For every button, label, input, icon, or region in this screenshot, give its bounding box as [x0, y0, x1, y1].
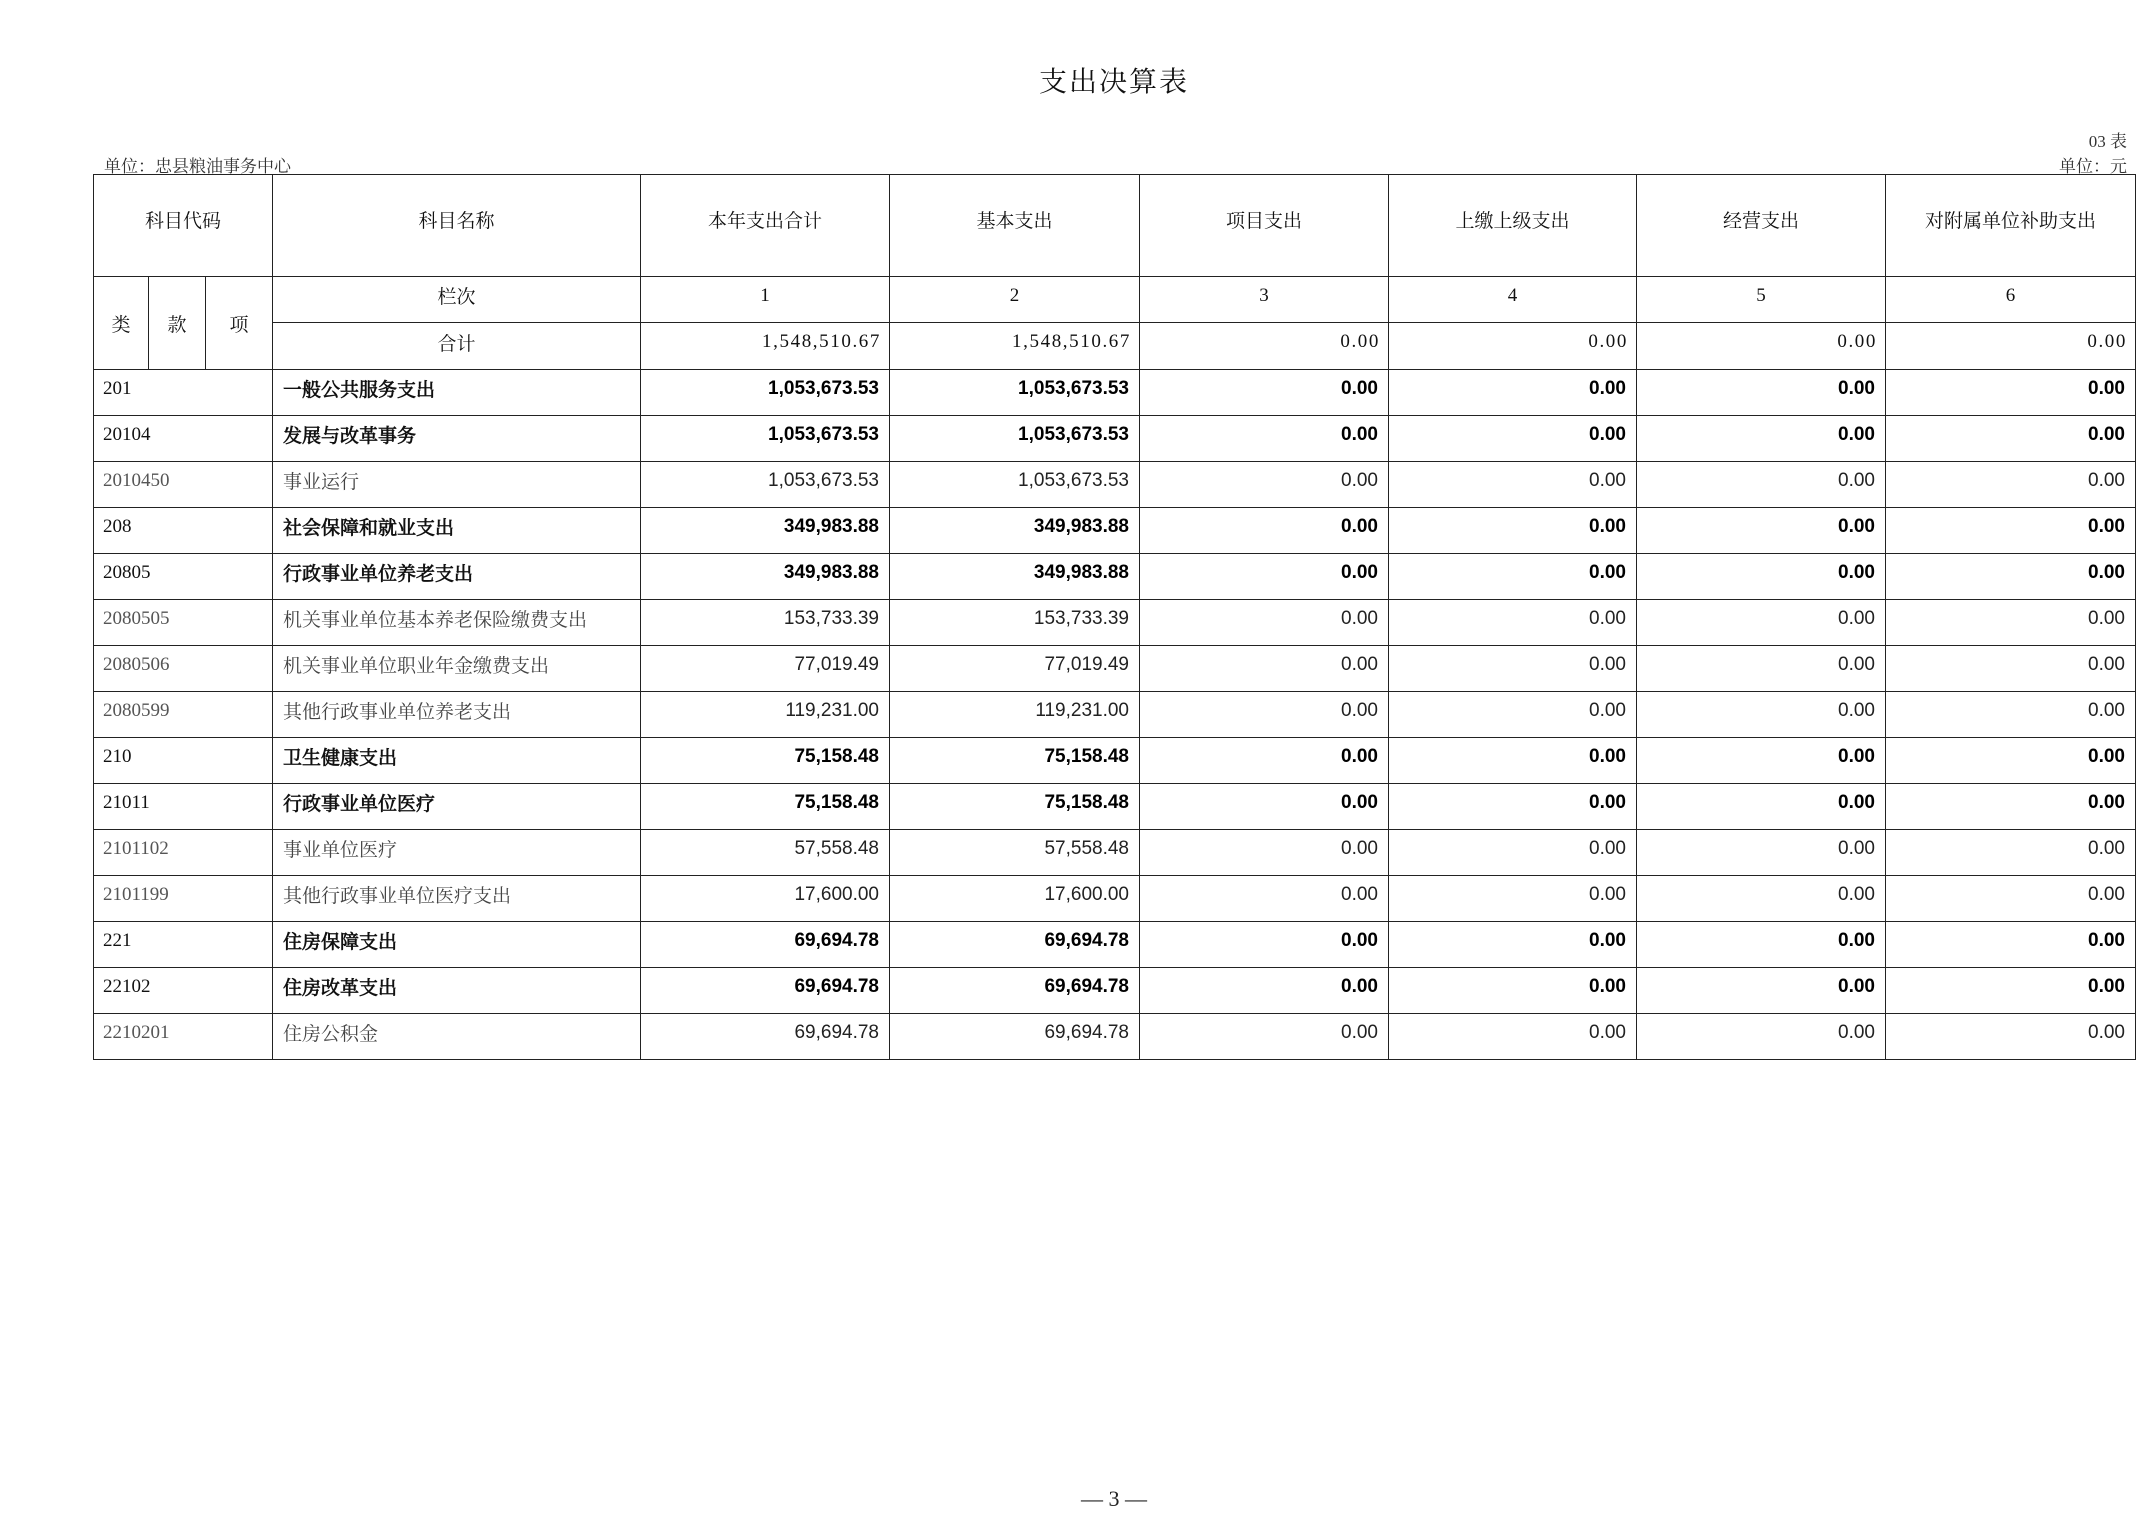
subject-name: 行政事业单位医疗	[273, 784, 641, 830]
project-expenditure-cell: 0.00	[1140, 462, 1389, 508]
header-row	[94, 175, 2136, 277]
subject-name: 卫生健康支出	[273, 738, 641, 784]
basic-expenditure-cell: 119,231.00	[890, 692, 1140, 738]
business-expenditure-cell: 0.00	[1637, 692, 1886, 738]
total-expenditure-cell: 57,558.48	[641, 830, 890, 876]
project-expenditure-cell: 0.00	[1140, 646, 1389, 692]
upper-remit-expenditure-cell: 0.00	[1389, 876, 1637, 922]
total-business-expenditure: 0.00	[1637, 323, 1886, 370]
currency-unit: 单位：元	[2059, 157, 2127, 176]
subsidy-expenditure-cell: 0.00	[1886, 554, 2136, 600]
upper-remit-expenditure-cell: 0.00	[1389, 416, 1637, 462]
subject-code: 201	[94, 370, 273, 416]
subject-code: 2101199	[94, 876, 273, 922]
total-expenditure-cell: 75,158.48	[641, 784, 890, 830]
basic-expenditure-cell: 1,053,673.53	[890, 462, 1140, 508]
total-expenditure-cell: 153,733.39	[641, 600, 890, 646]
header-upper-remit-expenditure: 上缴上级支出	[1389, 175, 1637, 277]
subsidy-expenditure-cell: 0.00	[1886, 600, 2136, 646]
column-number: 1	[641, 277, 890, 323]
subject-code: 2010450	[94, 462, 273, 508]
subject-name: 事业运行	[273, 462, 641, 508]
total-expenditure-cell: 1,053,673.53	[641, 462, 890, 508]
total-expenditure-cell: 75,158.48	[641, 738, 890, 784]
basic-expenditure-cell: 349,983.88	[890, 554, 1140, 600]
level-kuan: 款	[149, 277, 206, 370]
total-expenditure-cell: 349,983.88	[641, 508, 890, 554]
subject-code: 2080599	[94, 692, 273, 738]
table-row	[94, 462, 2136, 508]
total-expenditure-cell: 119,231.00	[641, 692, 890, 738]
table-row	[94, 922, 2136, 968]
column-number: 3	[1140, 277, 1389, 323]
subject-code: 210	[94, 738, 273, 784]
subsidy-expenditure-cell: 0.00	[1886, 922, 2136, 968]
subject-code: 21011	[94, 784, 273, 830]
upper-remit-expenditure-cell: 0.00	[1389, 922, 1637, 968]
project-expenditure-cell: 0.00	[1140, 738, 1389, 784]
header-subsidy-expenditure: 对附属单位补助支出	[1886, 175, 2136, 277]
table-row	[94, 692, 2136, 738]
column-number: 5	[1637, 277, 1886, 323]
total-row	[94, 323, 2136, 370]
subsidy-expenditure-cell: 0.00	[1886, 692, 2136, 738]
table-row	[94, 830, 2136, 876]
project-expenditure-cell: 0.00	[1140, 554, 1389, 600]
upper-remit-expenditure-cell: 0.00	[1389, 738, 1637, 784]
reporting-unit: 单位：忠县粮油事务中心	[104, 157, 291, 176]
subject-code: 2080506	[94, 646, 273, 692]
project-expenditure-cell: 0.00	[1140, 508, 1389, 554]
total-row-label: 合计	[273, 323, 641, 370]
subject-name: 社会保障和就业支出	[273, 508, 641, 554]
subject-name: 行政事业单位养老支出	[273, 554, 641, 600]
project-expenditure-cell: 0.00	[1140, 600, 1389, 646]
business-expenditure-cell: 0.00	[1637, 1014, 1886, 1060]
subject-code: 20805	[94, 554, 273, 600]
project-expenditure-cell: 0.00	[1140, 922, 1389, 968]
basic-expenditure-cell: 1,053,673.53	[890, 416, 1140, 462]
header-total-expenditure: 本年支出合计	[641, 175, 890, 277]
level-lei: 类	[94, 277, 149, 370]
table-row	[94, 370, 2136, 416]
header-business-expenditure: 经营支出	[1637, 175, 1886, 277]
project-expenditure-cell: 0.00	[1140, 416, 1389, 462]
subject-code: 22102	[94, 968, 273, 1014]
business-expenditure-cell: 0.00	[1637, 554, 1886, 600]
business-expenditure-cell: 0.00	[1637, 876, 1886, 922]
subject-name: 住房公积金	[273, 1014, 641, 1060]
total-expenditure-cell: 1,053,673.53	[641, 416, 890, 462]
subsidy-expenditure-cell: 0.00	[1886, 646, 2136, 692]
table-row	[94, 968, 2136, 1014]
expenditure-table	[93, 174, 2136, 1060]
subsidy-expenditure-cell: 0.00	[1886, 416, 2136, 462]
total-expenditure-cell: 349,983.88	[641, 554, 890, 600]
project-expenditure-cell: 0.00	[1140, 784, 1389, 830]
business-expenditure-cell: 0.00	[1637, 738, 1886, 784]
upper-remit-expenditure-cell: 0.00	[1389, 692, 1637, 738]
basic-expenditure-cell: 17,600.00	[890, 876, 1140, 922]
subject-name: 住房改革支出	[273, 968, 641, 1014]
total-expenditure-cell: 69,694.78	[641, 968, 890, 1014]
subject-code: 2101102	[94, 830, 273, 876]
upper-remit-expenditure-cell: 0.00	[1389, 370, 1637, 416]
total-expenditure-cell: 69,694.78	[641, 1014, 890, 1060]
column-index-label: 栏次	[273, 277, 641, 323]
subject-code: 2210201	[94, 1014, 273, 1060]
basic-expenditure-cell: 77,019.49	[890, 646, 1140, 692]
project-expenditure-cell: 0.00	[1140, 876, 1389, 922]
header-project-expenditure: 项目支出	[1140, 175, 1389, 277]
total-expenditure-cell: 69,694.78	[641, 922, 890, 968]
basic-expenditure-cell: 349,983.88	[890, 508, 1140, 554]
project-expenditure-cell: 0.00	[1140, 968, 1389, 1014]
subject-code: 2080505	[94, 600, 273, 646]
subject-name: 其他行政事业单位医疗支出	[273, 876, 641, 922]
basic-expenditure-cell: 75,158.48	[890, 784, 1140, 830]
total-expenditure-cell: 1,053,673.53	[641, 370, 890, 416]
project-expenditure-cell: 0.00	[1140, 370, 1389, 416]
subject-code: 20104	[94, 416, 273, 462]
subsidy-expenditure-cell: 0.00	[1886, 462, 2136, 508]
table-row	[94, 508, 2136, 554]
business-expenditure-cell: 0.00	[1637, 922, 1886, 968]
total-expenditure-cell: 77,019.49	[641, 646, 890, 692]
column-number: 2	[890, 277, 1140, 323]
column-number: 6	[1886, 277, 2136, 323]
basic-expenditure-cell: 57,558.48	[890, 830, 1140, 876]
project-expenditure-cell: 0.00	[1140, 830, 1389, 876]
subject-code: 221	[94, 922, 273, 968]
table-row	[94, 738, 2136, 784]
upper-remit-expenditure-cell: 0.00	[1389, 1014, 1637, 1060]
header-subject-name: 科目名称	[273, 175, 641, 277]
basic-expenditure-cell: 153,733.39	[890, 600, 1140, 646]
basic-expenditure-cell: 69,694.78	[890, 922, 1140, 968]
subsidy-expenditure-cell: 0.00	[1886, 1014, 2136, 1060]
total-subsidy-expenditure: 0.00	[1886, 323, 2136, 370]
business-expenditure-cell: 0.00	[1637, 370, 1886, 416]
subsidy-expenditure-cell: 0.00	[1886, 968, 2136, 1014]
subject-name: 一般公共服务支出	[273, 370, 641, 416]
project-expenditure-cell: 0.00	[1140, 692, 1389, 738]
business-expenditure-cell: 0.00	[1637, 508, 1886, 554]
project-expenditure-cell: 0.00	[1140, 1014, 1389, 1060]
table-row	[94, 554, 2136, 600]
basic-expenditure-cell: 75,158.48	[890, 738, 1140, 784]
subsidy-expenditure-cell: 0.00	[1886, 508, 2136, 554]
table-row	[94, 416, 2136, 462]
upper-remit-expenditure-cell: 0.00	[1389, 508, 1637, 554]
basic-expenditure-cell: 1,053,673.53	[890, 370, 1140, 416]
table-row	[94, 600, 2136, 646]
basic-expenditure-cell: 69,694.78	[890, 1014, 1140, 1060]
table-row	[94, 876, 2136, 922]
upper-remit-expenditure-cell: 0.00	[1389, 968, 1637, 1014]
upper-remit-expenditure-cell: 0.00	[1389, 784, 1637, 830]
business-expenditure-cell: 0.00	[1637, 968, 1886, 1014]
column-number: 4	[1389, 277, 1637, 323]
subject-code: 208	[94, 508, 273, 554]
business-expenditure-cell: 0.00	[1637, 600, 1886, 646]
total-project-expenditure: 0.00	[1140, 323, 1389, 370]
subject-name: 发展与改革事务	[273, 416, 641, 462]
business-expenditure-cell: 0.00	[1637, 646, 1886, 692]
subject-name: 机关事业单位基本养老保险缴费支出	[273, 600, 641, 646]
subject-name: 事业单位医疗	[273, 830, 641, 876]
upper-remit-expenditure-cell: 0.00	[1389, 646, 1637, 692]
header-subject-code: 科目代码	[94, 175, 273, 277]
subject-name: 其他行政事业单位养老支出	[273, 692, 641, 738]
header-basic-expenditure: 基本支出	[890, 175, 1140, 277]
subsidy-expenditure-cell: 0.00	[1886, 738, 2136, 784]
business-expenditure-cell: 0.00	[1637, 830, 1886, 876]
table-row	[94, 646, 2136, 692]
total-expenditure-cell: 17,600.00	[641, 876, 890, 922]
table-number: 03 表	[2088, 132, 2127, 151]
total-basic-expenditure: 1,548,510.67	[890, 323, 1140, 370]
subsidy-expenditure-cell: 0.00	[1886, 876, 2136, 922]
business-expenditure-cell: 0.00	[1637, 784, 1886, 830]
document-title: 支出决算表	[1038, 65, 1189, 98]
subject-name: 住房保障支出	[273, 922, 641, 968]
subsidy-expenditure-cell: 0.00	[1886, 830, 2136, 876]
upper-remit-expenditure-cell: 0.00	[1389, 554, 1637, 600]
subsidy-expenditure-cell: 0.00	[1886, 784, 2136, 830]
table-row	[94, 784, 2136, 830]
table-body	[94, 370, 2136, 1060]
subject-name: 机关事业单位职业年金缴费支出	[273, 646, 641, 692]
business-expenditure-cell: 0.00	[1637, 462, 1886, 508]
total-total-expenditure: 1,548,510.67	[641, 323, 890, 370]
upper-remit-expenditure-cell: 0.00	[1389, 830, 1637, 876]
column-index-row	[94, 277, 2136, 323]
upper-remit-expenditure-cell: 0.00	[1389, 462, 1637, 508]
upper-remit-expenditure-cell: 0.00	[1389, 600, 1637, 646]
table-row	[94, 1014, 2136, 1060]
level-xiang: 项	[206, 277, 273, 370]
total-upper-remit-expenditure: 0.00	[1389, 323, 1637, 370]
business-expenditure-cell: 0.00	[1637, 416, 1886, 462]
subsidy-expenditure-cell: 0.00	[1886, 370, 2136, 416]
basic-expenditure-cell: 69,694.78	[890, 968, 1140, 1014]
page-number: — 3 —	[1081, 1486, 1147, 1511]
